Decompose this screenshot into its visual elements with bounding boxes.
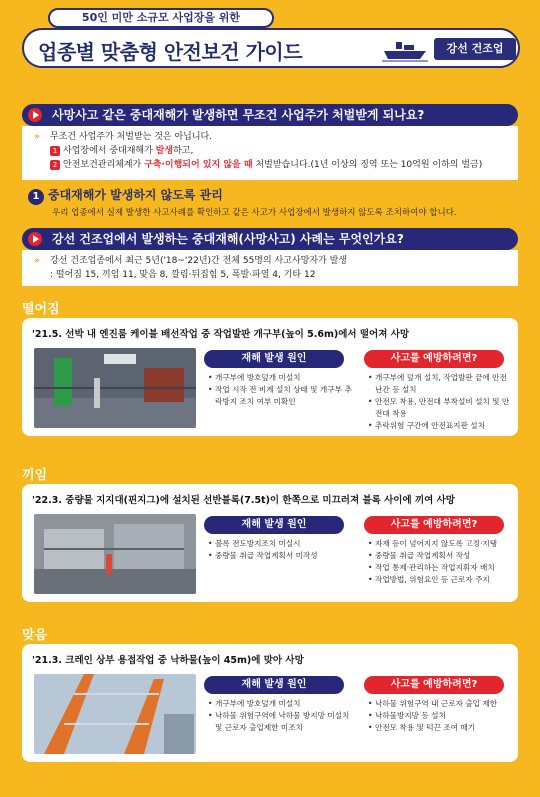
chevron-icon: » <box>34 132 40 142</box>
cond2-text: 안전보건관리체계가 <box>63 160 145 170</box>
answer-1-cond2 <box>50 158 508 172</box>
list-item: • 중량물 취급 작업계획서 미작성 <box>208 550 358 562</box>
list-item: • 중량물 취급 작업계획서 작성 <box>368 550 514 562</box>
case-photo-crane <box>34 674 196 754</box>
cause-list <box>208 698 358 734</box>
cond1-tail: 하고, <box>173 146 194 156</box>
section-label-struck: 맞음 <box>22 628 48 643</box>
cond1-text: 사업장에서 중대재해가 <box>63 146 156 156</box>
question-2-bar <box>22 228 518 250</box>
case-card-fall <box>22 318 518 436</box>
industry-tag: 강선 건조업 <box>434 38 516 60</box>
question-2-text: 강선 건조업에서 발생하는 중대재해(사망사고) 사례는 무엇인가요? <box>52 232 404 246</box>
case-title: '21.3. 크레인 상부 용접작업 중 낙하물(높이 45m)에 맞아 사망 <box>32 655 304 666</box>
answer-2-line1: 강선 건조업종에서 최근 5년('18~'22년)간 전체 55명의 사고사망자가 발생 <box>50 256 347 266</box>
prevention-list <box>368 372 514 432</box>
case-card-caught <box>22 484 518 602</box>
answer-2-line2: : 떨어짐 15, 끼임 11, 맞음 8, 깔림·뒤집힘 5, 폭발·파열 4, 기타 12 <box>50 270 316 280</box>
cond2-tail: 처벌받습니다.(1년 이상의 징역 또는 10억원 이하의 벌금) <box>252 160 483 170</box>
list-item: • 작업 통제·관리하는 작업지휘자 배치 <box>368 562 514 574</box>
prevention-list <box>368 538 514 586</box>
cond2-highlight: 구축·이행되어 있지 않을 때 <box>144 160 253 170</box>
list-item: • 블록 전도방지조치 미실시 <box>208 538 358 550</box>
cause-heading: 재해 발생 원인 <box>204 350 344 368</box>
target-audience-pill: 50인 미만 소규모 사업장을 위한 <box>48 8 274 28</box>
list-item: • 낙하물 위험구역에 낙하물 방지망 미설치 및 근로자 출입제한 미조치 <box>208 710 358 734</box>
case-title: '22.3. 중량물 지지대(핀지그)에 설치된 선반블록(7.5t)이 한쪽으로 미끄러져 블록 사이에 끼여 사망 <box>32 495 455 506</box>
case-title: '21.5. 선박 내 엔진룸 케이블 배선작업 중 작업발판 개구부(높이 5.6m)에서 떨어져 사망 <box>32 329 410 340</box>
list-item: • 안전모 착용 및 턱끈 조여 매기 <box>368 722 514 734</box>
tip-heading-text: 중대재해가 발생하지 않도록 관리 <box>48 188 223 202</box>
cause-list <box>208 538 358 562</box>
question-1-text: 사망사고 같은 중대재해가 발생하면 무조건 사업주가 처벌받게 되나요? <box>52 108 425 122</box>
ship-icon <box>382 40 428 62</box>
list-item: • 낙하물 위험구역 내 근로자 출입 제한 <box>368 698 514 710</box>
question-1-bar <box>22 104 518 126</box>
answer-2-box <box>22 250 518 286</box>
answer-1-box <box>22 126 518 180</box>
tip-number-badge: 1 <box>28 189 44 205</box>
list-item: • 작업방법, 위험요인 등 근로자 주지 <box>368 574 514 586</box>
cause-heading: 재해 발생 원인 <box>204 516 344 534</box>
cause-list <box>208 372 358 408</box>
section-label-fall: 떨어짐 <box>22 302 60 317</box>
case-photo-engine-room <box>34 348 196 428</box>
page-title: 업종별 맞춤형 안전보건 가이드 <box>38 40 303 64</box>
list-item: • 개구부에 방호덮개 미설치 <box>208 698 358 710</box>
prevention-heading: 사고를 예방하려면? <box>364 516 504 534</box>
cause-heading: 재해 발생 원인 <box>204 676 344 694</box>
play-arrow-icon <box>28 232 42 246</box>
answer-1-lead: 무조건 사업주가 처벌받는 것은 아닙니다. <box>50 132 213 142</box>
play-arrow-icon <box>28 108 42 122</box>
list-item: • 개구부에 덮개 설치, 작업발판 끝에 안전난간 등 설치 <box>368 372 514 396</box>
tip-heading <box>28 186 223 205</box>
chevron-icon: » <box>34 256 40 266</box>
list-item: • 작업 시작 전 비계 설치 상태 및 개구부 추락방지 조치 여부 미확인 <box>208 384 358 408</box>
section-label-caught: 끼임 <box>22 468 48 483</box>
answer-1-cond1 <box>50 144 508 158</box>
tip-body: 우리 업종에서 실제 발생한 사고사례를 확인하고 같은 사고가 사업장에서 발생하지 않도록 조치하여야 합니다. <box>52 208 457 218</box>
cond1-highlight: 발생 <box>155 146 174 156</box>
list-item: • 자재 등이 넘어지지 않도록 고정·지탱 <box>368 538 514 550</box>
list-item: • 안전모 착용, 안전대 부착설비 설치 및 안전대 착용 <box>368 396 514 420</box>
list-item: • 개구부에 방호덮개 미설치 <box>208 372 358 384</box>
number-badge-2: 2 <box>50 160 60 170</box>
prevention-list <box>368 698 514 734</box>
case-card-struck <box>22 644 518 762</box>
prevention-heading: 사고를 예방하려면? <box>364 676 504 694</box>
list-item: • 낙하물방지망 등 설치 <box>368 710 514 722</box>
number-badge-1: 1 <box>50 146 60 156</box>
list-item: • 추락위험 구간에 안전표지판 설치 <box>368 420 514 432</box>
prevention-heading: 사고를 예방하려면? <box>364 350 504 368</box>
title-banner <box>22 28 520 68</box>
case-photo-block <box>34 514 196 594</box>
